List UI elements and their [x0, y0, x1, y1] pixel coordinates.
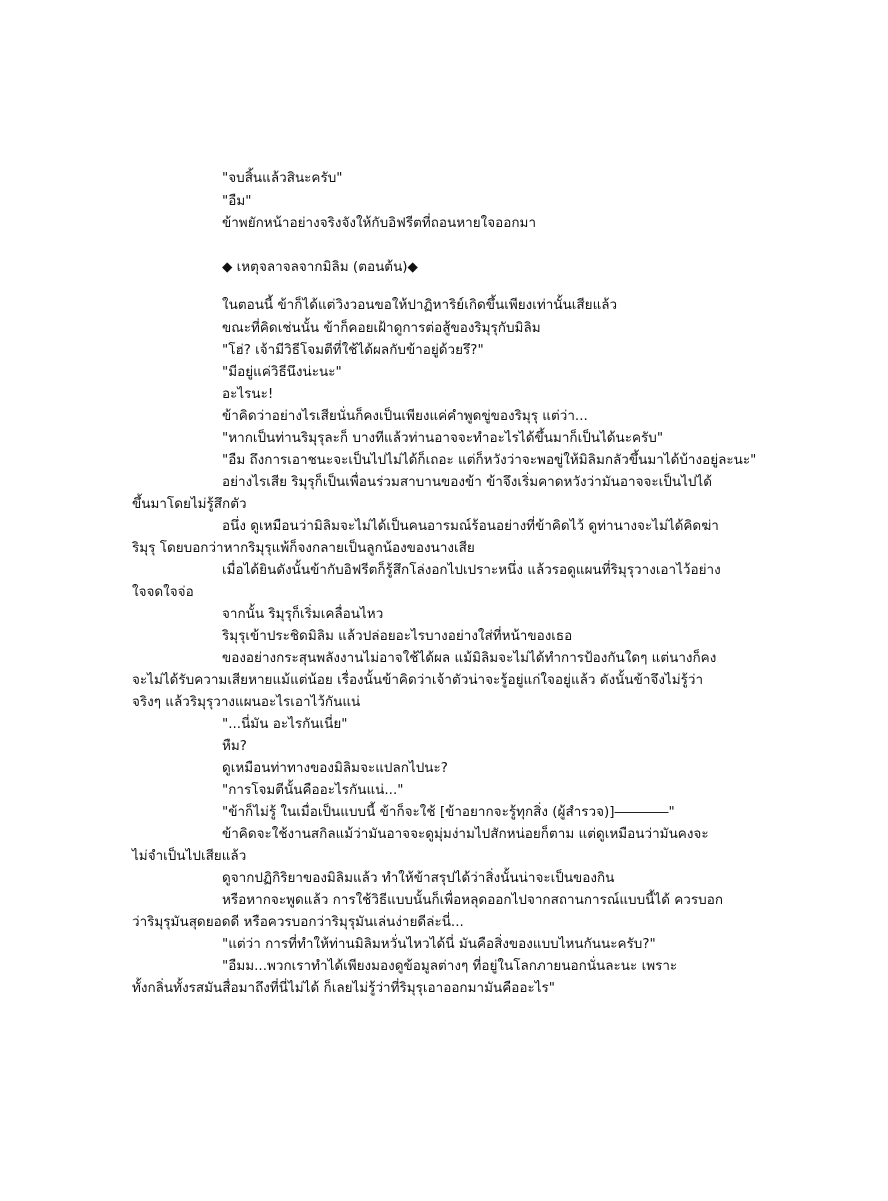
- body-line: เมื่อได้ยินดังนั้นข้ากับอิฟรีตก็รู้สึกโล่งอกไปเปราะหนึ่ง แล้วรอดูแผนที่ริมุรุวางเอาไว้อย่าง: [222, 562, 721, 578]
- body-line: ไม่จำเป็นไปเสียแล้ว: [132, 848, 247, 864]
- body-line: หืม?: [222, 738, 247, 754]
- body-line: "มีอยู่แค่วิธีนึงน่ะนะ": [222, 364, 342, 380]
- body-line: "หากเป็นท่านริมุรุละก็ บางทีแล้วท่านอาจจะทำอะไรได้ขึ้นมาก็เป็นได้นะครับ": [222, 430, 664, 446]
- body-line: "อืม ถึงการเอาชนะจะเป็นไปไม่ได้ก็เถอะ แต่ก็หวังว่าจะพอขู่ให้มิลิมกลัวขึ้นมาได้บ้างอยู่ละนะ": [222, 452, 757, 468]
- body-line: ทั้งกลิ่นทั้งรสมันสื่อมาถึงที่นี่ไม่ได้ ก็เลยไม่รู้ว่าที่ริมุรุเอาออกมามันคืออะไร": [132, 980, 555, 996]
- body-line: อะไรนะ!: [222, 386, 274, 402]
- body-line: "การโจมตีนั้นคืออะไรกันแน่...": [222, 782, 404, 798]
- opening-line: ข้าพยักหน้าอย่างจริงจังให้กับอิฟรีตที่ถอนหายใจออกมา: [222, 215, 537, 231]
- body-line: "ข้าก็ไม่รู้ ในเมื่อเป็นแบบนี้ ข้าก็จะใช้ [ข้าอยากจะรู้ทุกสิ่ง (ผู้สำรวจ)]――――": [222, 804, 675, 820]
- body-line: จะไม่ได้รับความเสียหายแม้แต่น้อย เรื่องนั้นข้าคิดว่าเจ้าตัวน่าจะรู้อยู่แก่ใจอยู่แล้ว ดังนั้นข้าจึงไม่รู้ว่า: [132, 672, 704, 688]
- body-line: ใจจดใจจ่อ: [132, 584, 194, 600]
- body-line: ดูจากปฏิกิริยาของมิลิมแล้ว ทำให้ข้าสรุปได้ว่าสิ่งนั้นน่าจะเป็นของกิน: [222, 870, 615, 886]
- body-line: "โฮ่? เจ้ามีวิธีโจมตีที่ใช้ได้ผลกับข้าอยู่ด้วยรึ?": [222, 342, 484, 358]
- opening-line: "อืม": [222, 193, 252, 209]
- body-line: อย่างไรเสีย ริมุรุก็เป็นเพื่อนร่วมสาบานของข้า ข้าจึงเริ่มคาดหวังว่ามันอาจจะเป็นไปได้: [222, 474, 712, 490]
- section-heading: ◆ เหตุจลาจลจากมิลิม (ตอนต้น)◆: [222, 259, 418, 275]
- body-line: อนึ่ง ดูเหมือนว่ามิลิมจะไม่ได้เป็นคนอารมณ์ร้อนอย่างที่ข้าคิดไว้ ดูท่านางจะไม่ได้คิดฆ่า: [222, 518, 719, 534]
- body-line: จริงๆ แล้วริมุรุวางแผนอะไรเอาไว้กันแน่: [132, 694, 361, 710]
- body-line: ริมุรุเข้าประชิดมิลิม แล้วปล่อยอะไรบางอย่างใส่ที่หน้าของเธอ: [222, 628, 573, 644]
- body-line: ว่าริมุรุมันสุดยอดดี หรือควรบอกว่าริมุรุมันเล่นง่ายดีล่ะนี่...: [132, 914, 464, 930]
- body-line: ในตอนนี้ ข้าก็ได้แต่วิงวอนขอให้ปาฏิหาริย์เกิดขึ้นเพียงเท่านั้นเสียแล้ว: [222, 297, 618, 313]
- body-line: ขึ้นมาโดยไม่รู้สึกตัว: [132, 496, 247, 512]
- body-line: ข้าคิดจะใช้งานสกิลแม้ว่ามันอาจจะดูมุ่มง่ามไปสักหน่อยก็ตาม แต่ดูเหมือนว่ามันคงจะ: [222, 826, 709, 842]
- body-line: หรือหากจะพูดแล้ว การใช้วิธีแบบนั้นก็เพื่อหลุดออกไปจากสถานการณ์แบบนี้ได้ ควรบอก: [222, 892, 723, 908]
- body-line: ขณะที่คิดเช่นนั้น ข้าก็คอยเฝ้าดูการต่อสู้ของริมุรุกับมิลิม: [222, 320, 541, 336]
- body-line: จากนั้น ริมุรุก็เริ่มเคลื่อนไหว: [222, 606, 384, 622]
- body-line: ของอย่างกระสุนพลังงานไม่อาจใช้ได้ผล แม้มิลิมจะไม่ได้ทำการป้องกันใดๆ แต่นางก็คง: [222, 650, 717, 666]
- body-line: "แต่ว่า การที่ทำให้ท่านมิลิมหวั่นไหวได้นี่ มันคือสิ่งของแบบไหนกันนะครับ?": [222, 936, 656, 952]
- opening-line: "จบสิ้นแล้วสินะครับ": [222, 170, 343, 186]
- body-line: ริมุรุ โดยบอกว่าหากริมุรุแพ้ก็จงกลายเป็นลูกน้องของนางเสีย: [132, 540, 475, 556]
- body-line: ข้าคิดว่าอย่างไรเสียนั่นก็คงเป็นเพียงแค่คำพูดขู่ของริมุรุ แต่ว่า...: [222, 408, 588, 424]
- body-line: "...นี่มัน อะไรกันเนี่ย": [222, 716, 348, 732]
- body-line: ดูเหมือนท่าทางของมิลิมจะแปลกไปนะ?: [222, 760, 448, 776]
- body-line: "อืมม...พวกเราทำได้เพียงมองดูข้อมูลต่างๆ ที่อยู่ในโลกภายนอกนั่นละนะ เพราะ: [222, 958, 678, 974]
